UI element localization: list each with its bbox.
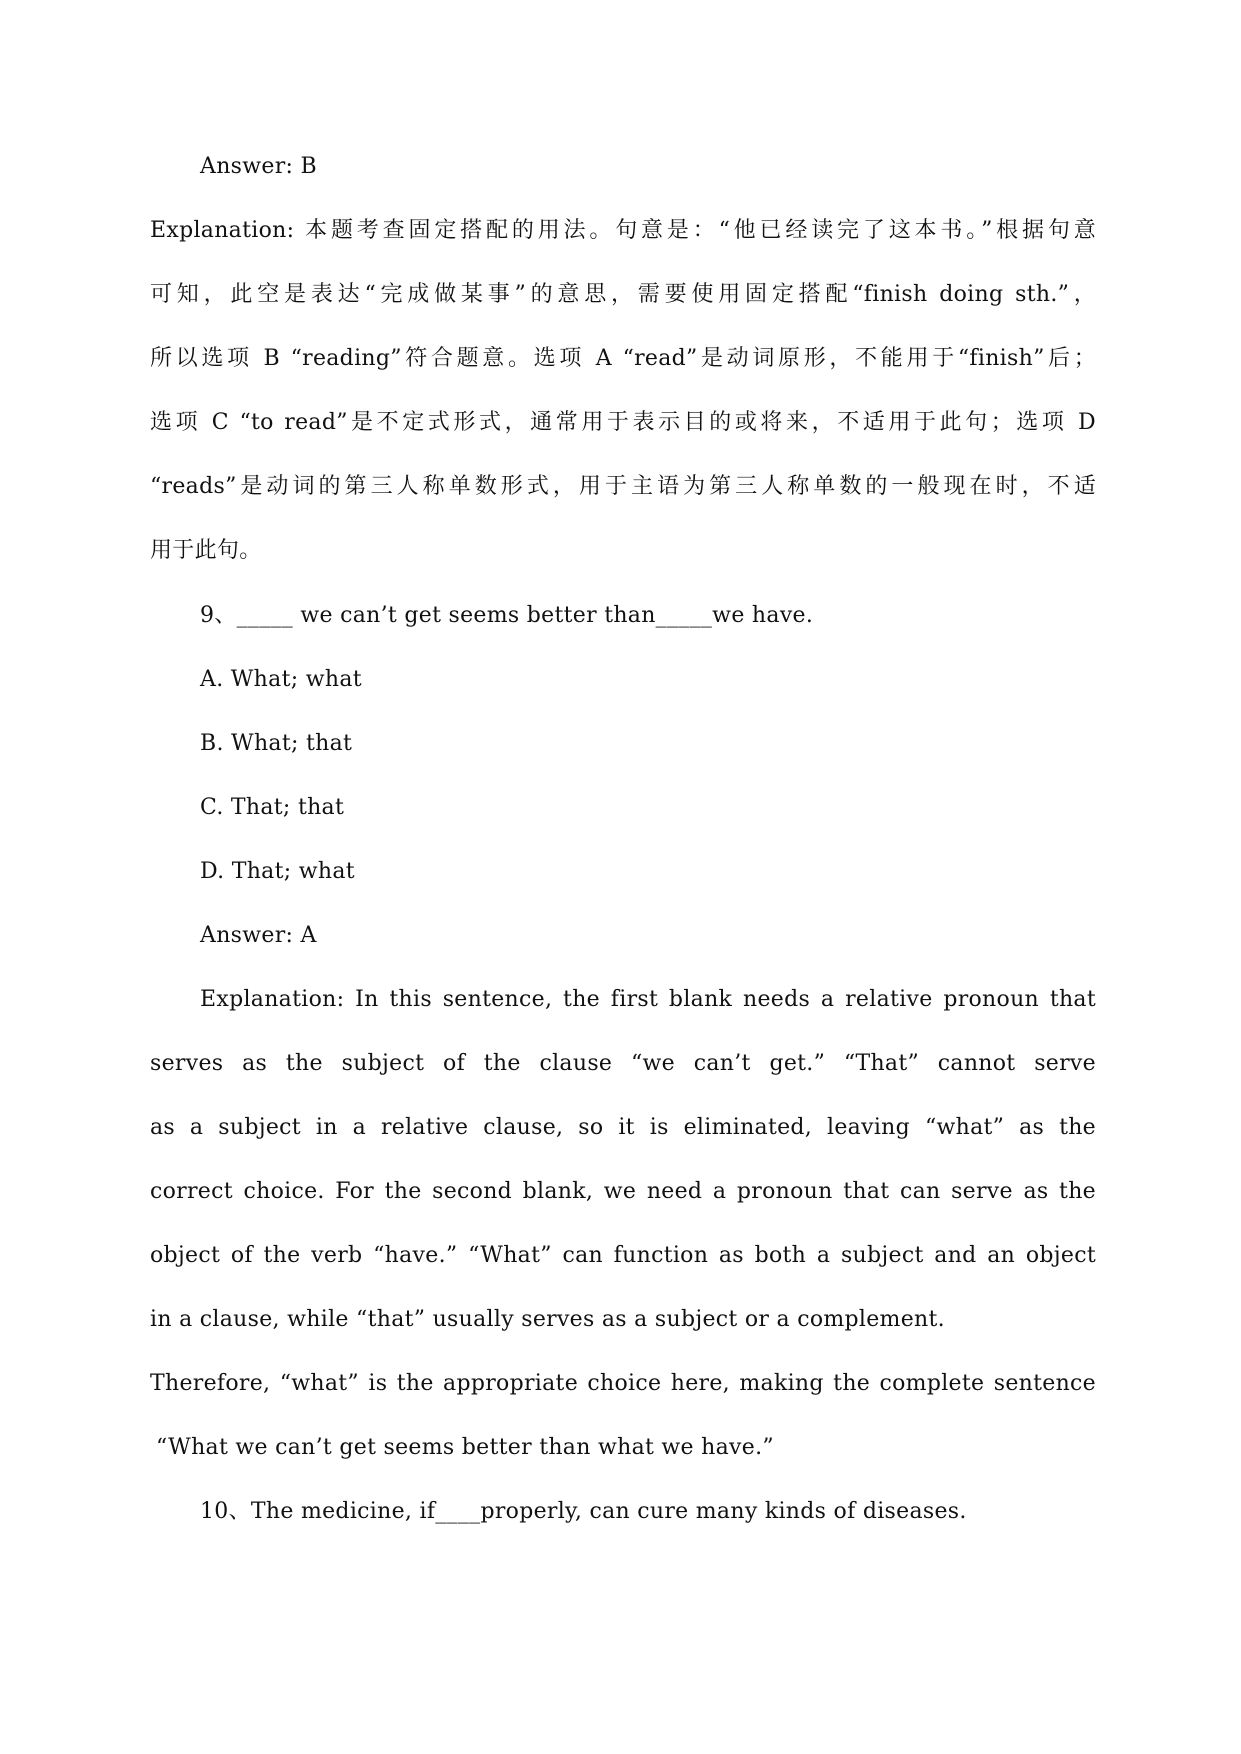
q9-explanation-line: Explanation: In this sentence, the first blank needs a relative pronoun that [200,987,1096,1012]
q8-explanation-line: 可知，此空是表达“完成做某事”的意思，需要使用固定搭配“finish doing sth.”， [150,282,1096,307]
q10-question: 10、The medicine, if____properly, can cure many kinds of diseases. [200,1499,967,1524]
q9-explanation-line: serves as the subject of the clause “we can’t get.” “That” cannot serve [150,1051,1096,1076]
q9-option-c: C. That; that [200,795,345,820]
q8-explanation-line: Explanation: 本题考查固定搭配的用法。句意是：“他已经读完了这本书。”根据句意 [150,218,1096,243]
q9-question: 9、_____ we can’t get seems better than_____we have. [200,603,814,628]
q9-option-a: A. What; what [200,667,362,692]
q9-explanation-line: object of the verb “have.” “What” can function as both a subject and an object [150,1243,1096,1268]
q8-answer: Answer: B [200,154,317,179]
q9-explanation-line: “What we can’t get seems better than what we have.” [156,1435,774,1460]
q9-option-b: B. What; that [200,731,353,756]
q8-explanation-line: 所以选项 B “reading”符合题意。选项 A “read”是动词原形，不能用于“finish”后； [150,346,1096,371]
q8-explanation-line: 用于此句。 [150,538,262,563]
q9-explanation-line: correct choice. For the second blank, we need a pronoun that can serve as the [150,1179,1096,1204]
q8-explanation-line: “reads”是动词的第三人称单数形式，用于主语为第三人称单数的一般现在时，不适 [150,474,1096,499]
q9-explanation-line: Therefore, “what” is the appropriate choice here, making the complete sentence [150,1371,1096,1396]
q8-explanation-line: 选项 C “to read”是不定式形式，通常用于表示目的或将来，不适用于此句；选项 D [150,410,1096,435]
q9-option-d: D. That; what [200,859,355,884]
q9-explanation-line: in a clause, while “that” usually serves as a subject or a complement. [150,1307,945,1332]
q9-answer: Answer: A [200,923,317,948]
q9-explanation-line: as a subject in a relative clause, so it is eliminated, leaving “what” as the [150,1115,1096,1140]
